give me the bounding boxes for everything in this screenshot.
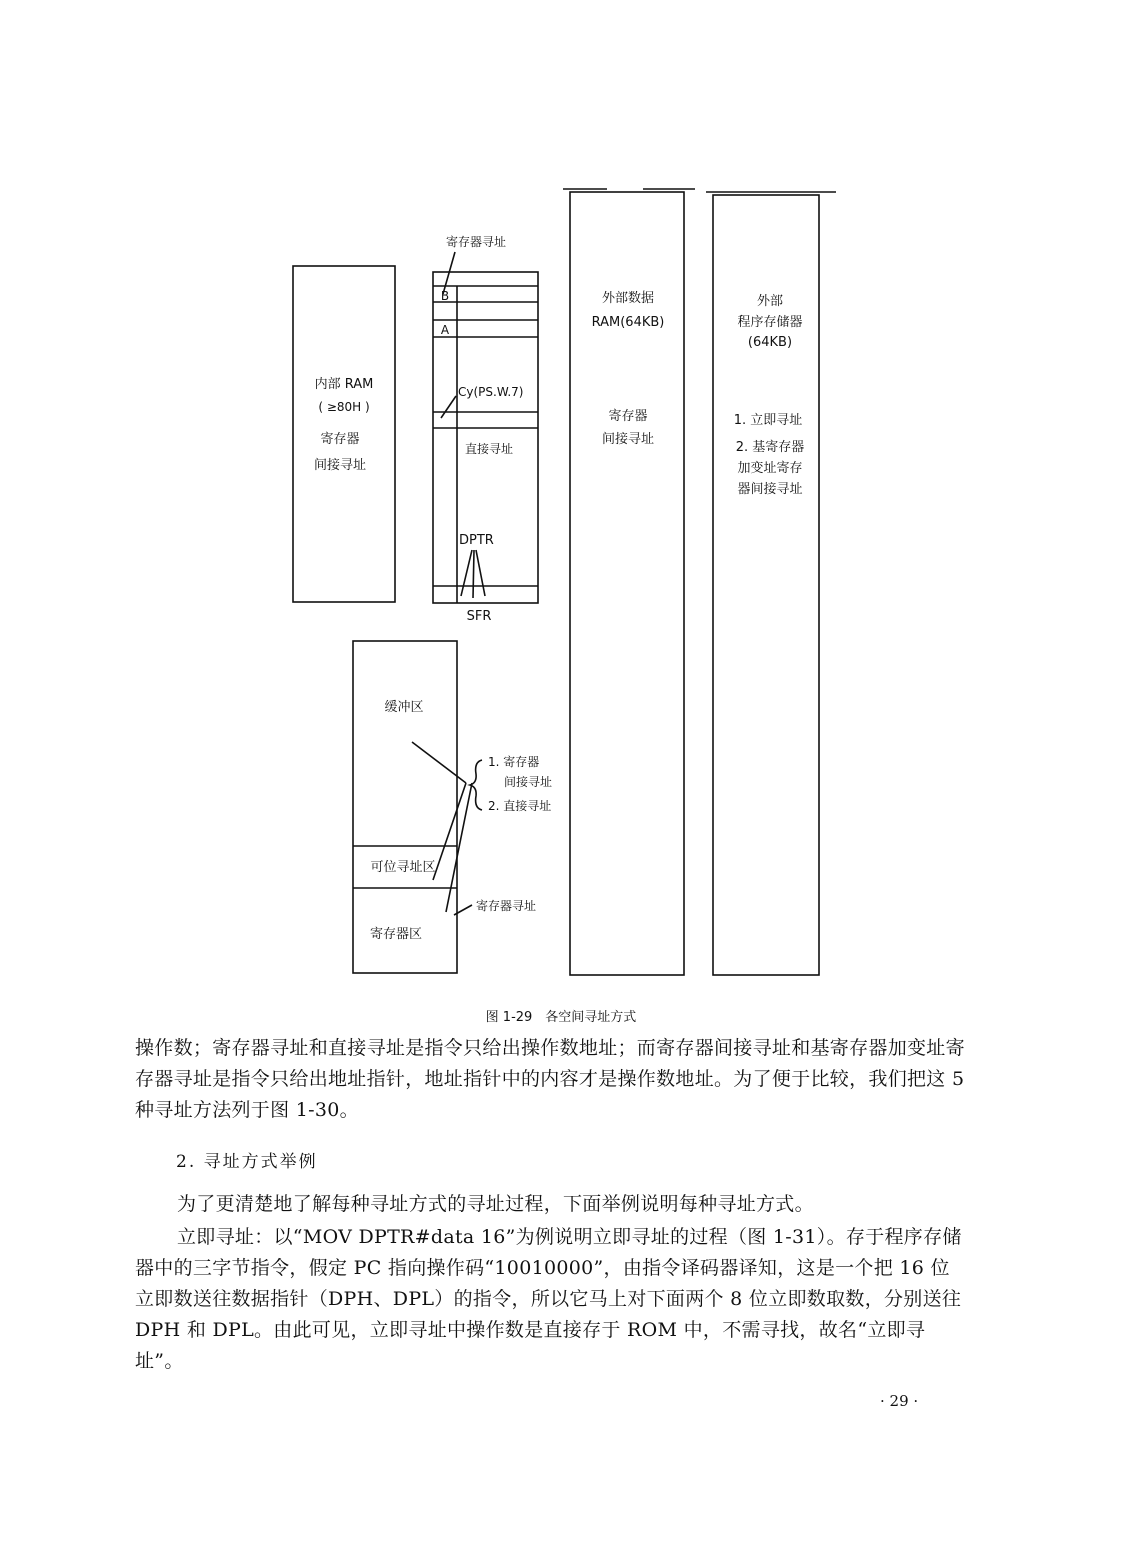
figure-caption: 图 1-29 各空间寻址方式: [485, 1010, 637, 1025]
leader-line: [476, 550, 485, 596]
internal-ram-label: 内部 RAM: [314, 377, 374, 392]
sfr-direct-label: 直接寻址: [465, 442, 514, 456]
ext-data-label-1: 外部数据: [601, 291, 655, 306]
ext-prog-label-5: 2. 基寄存器: [735, 440, 805, 455]
sfr-a-label: A: [440, 323, 450, 337]
leader-line: [412, 742, 466, 783]
leader-line: [461, 550, 472, 596]
ext-prog-label-7: 器间接寻址: [737, 482, 803, 497]
leader-line: [433, 783, 466, 880]
buffer-area-label: 缓冲区: [384, 700, 424, 715]
leader-line: [443, 252, 455, 294]
ext-data-label-2: RAM(64KB): [591, 315, 665, 330]
leader-line: [473, 550, 474, 598]
ext-prog-label-4: 1. 立即寻址: [733, 413, 803, 428]
bit-addressable-area-label: 可位寻址区: [370, 860, 436, 875]
body-paragraph: 为了更清楚地了解每种寻址方式的寻址过程，下面举例说明每种寻址方式。: [177, 1193, 814, 1215]
body-paragraph: 操作数；寄存器寻址和直接寻址是指令只给出操作数地址；而寄存器间接寻址和基寄存器加变址寄存器寻址是指令只给出地址指针，地址指针中的内容才是操作数地址。为了便于比较，我们把这 5 种寻址方法列于图 1-30。: [135, 1037, 965, 1121]
ext-data-label-3: 寄存器: [608, 409, 648, 424]
lower-ram-box: [353, 641, 457, 973]
sfr-reg-addressing-label: 寄存器寻址: [446, 235, 507, 249]
sfr-cy-label: Cy(PS.W.7): [458, 385, 524, 399]
page-number: · 29 ·: [880, 1392, 919, 1410]
section-heading: 2. 寻址方式举例: [176, 1152, 318, 1172]
sfr-label: SFR: [466, 609, 492, 624]
ext-prog-label-6: 加变址寄存: [737, 461, 803, 476]
internal-ram-size: ( ≥80H ): [318, 400, 370, 414]
register-addressing-label: 寄存器寻址: [476, 899, 537, 913]
ext-program-memory-box: [713, 195, 819, 975]
register-area-label: 寄存器区: [369, 927, 423, 942]
ext-data-ram-box: [570, 192, 684, 975]
internal-ram-mode-1: 寄存器: [320, 432, 360, 447]
sfr-dptr-label: DPTR: [459, 533, 494, 548]
internal-ram-mode-2: 间接寻址: [313, 458, 367, 473]
sfr-b-label: B: [440, 289, 450, 303]
ext-data-label-4: 间接寻址: [601, 432, 655, 447]
mode-2-label: 2. 直接寻址: [488, 799, 552, 813]
ext-prog-label-3: (64KB): [747, 335, 793, 350]
ext-prog-label-2: 程序存储器: [737, 315, 803, 330]
leader-line: [441, 396, 456, 418]
sfr-box: [433, 272, 538, 603]
mode-1-label: 1. 寄存器: [488, 755, 540, 769]
ext-prog-label-1: 外部: [756, 294, 784, 309]
bracket-brace: [470, 760, 482, 810]
mode-1-label-cont: 间接寻址: [504, 775, 553, 789]
body-paragraph: 立即寻址：以“MOV DPTR#data 16”为例说明立即寻址的过程（图 1-31）。存于程序存储器中的三字节指令，假定 PC 指向操作码“10010000”，由指令译码器译知，这是一个把 16 位立即数送往数据指针（DPH、DPL）的指令，所以它马上对下面两个 8 位立即数取数，分别送往 DPH 和 DPL。由此可见，立即寻址中操作数是直接存于 ROM 中，不需寻找，故名“立即寻址”。: [135, 1226, 962, 1372]
